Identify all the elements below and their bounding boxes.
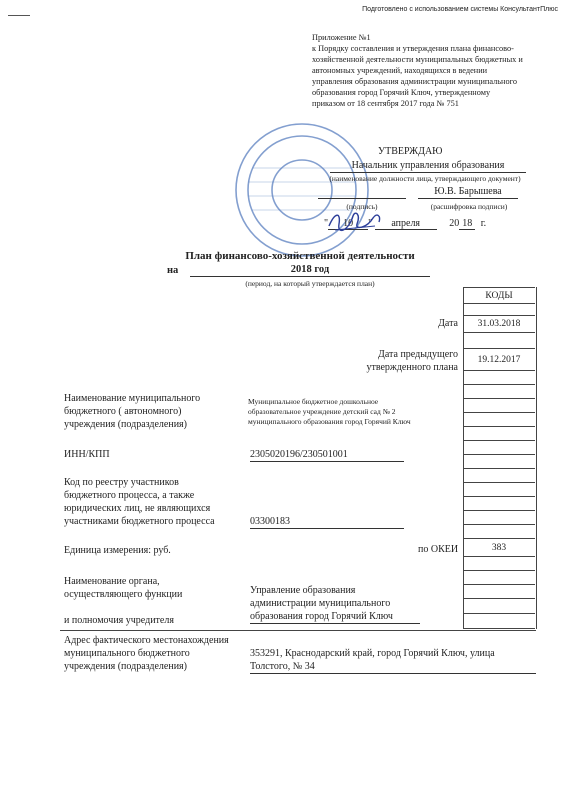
value-line: администрации муниципального bbox=[250, 598, 391, 609]
value-line: 353291, Краснодарский край, город Горячий Ключ, улица bbox=[250, 648, 495, 659]
appendix-line: к Порядку составления и утверждения плана финансово- bbox=[312, 44, 514, 53]
address-label bbox=[64, 634, 254, 673]
quote-close: " bbox=[368, 218, 373, 229]
registry-value: 03300183 bbox=[250, 515, 404, 529]
appendix-line: автономных учреждений, находящихся в ведении bbox=[312, 66, 488, 75]
unit-label: Единица измерения: руб. bbox=[64, 545, 171, 556]
value-line: Управление образования bbox=[250, 585, 356, 596]
label-line: Наименование муниципального bbox=[64, 393, 201, 404]
code-cell-blank bbox=[463, 556, 535, 570]
label-line: Адрес фактического местонахождения bbox=[64, 635, 229, 646]
inn-label: ИНН/КПП bbox=[64, 449, 110, 460]
address-top-rule bbox=[60, 630, 536, 631]
value-line: Толстого, № 34 bbox=[250, 661, 315, 672]
code-cell-blank bbox=[463, 440, 535, 454]
codes-header: КОДЫ bbox=[463, 287, 535, 303]
appendix-line: приказом от 18 сентября 2017 года № 751 bbox=[312, 99, 459, 108]
institution-name bbox=[248, 397, 448, 427]
label-line: и полномочия учредителя bbox=[64, 615, 174, 626]
code-cell-blank bbox=[463, 496, 535, 510]
appendix-line: образования город Горячий Ключ, утвержденному bbox=[312, 88, 491, 97]
code-cell-blank bbox=[463, 524, 535, 538]
approval-year-suffix: 18 bbox=[459, 218, 475, 230]
name-hint: (расшифровка подписи) bbox=[430, 202, 508, 211]
label-line bbox=[64, 601, 244, 614]
signer-name: Ю.В. Барышева bbox=[418, 186, 518, 199]
consultant-plus-note: Подготовлено с использованием системы КонсультантПлюс bbox=[362, 6, 558, 13]
code-cell-blank bbox=[463, 468, 535, 482]
approval-year-unit: г. bbox=[480, 218, 487, 229]
appendix-line: управления образования администрации муниципального bbox=[312, 77, 517, 86]
address-value bbox=[250, 647, 536, 674]
approval-day: 10 bbox=[328, 218, 368, 230]
value-line: образования город Горячий Ключ bbox=[250, 611, 393, 622]
quote-open: " bbox=[324, 218, 329, 229]
plan-on-label: на bbox=[167, 265, 179, 276]
code-cell-blank bbox=[463, 510, 535, 524]
prev-date-label-line: Дата предыдущего bbox=[378, 349, 458, 360]
registry-label bbox=[64, 476, 249, 528]
period-hint: (период, на который утверждается план) bbox=[245, 279, 375, 288]
prev-date-label-line: утвержденного плана bbox=[366, 362, 458, 373]
code-cell-blank bbox=[463, 570, 535, 584]
code-cell-blank bbox=[463, 370, 535, 384]
code-cell-blank bbox=[463, 482, 535, 496]
label-line: бюджетного процесса, а также bbox=[64, 490, 195, 501]
label-line: осуществляющего функции bbox=[64, 589, 183, 600]
date-code: 31.03.2018 bbox=[463, 315, 535, 332]
label-line: участниками бюджетного процесса bbox=[64, 516, 215, 527]
date-label: Дата bbox=[438, 318, 458, 329]
label-line: учреждения (подразделения) bbox=[64, 419, 187, 430]
value-line: Муниципальное бюджетное дошкольное bbox=[248, 397, 379, 406]
okei-code: 383 bbox=[463, 538, 535, 556]
handwritten-signature bbox=[325, 208, 385, 234]
approve-title: УТВЕРЖДАЮ bbox=[378, 146, 443, 157]
value-line: муниципального образования город Горячий Ключ bbox=[248, 417, 411, 426]
approver-position: Начальник управления образования bbox=[330, 160, 526, 173]
code-cell-blank bbox=[463, 412, 535, 426]
position-hint: (наименование должности лица, утверждающего документ) bbox=[329, 174, 521, 183]
label-line: Наименование органа, bbox=[64, 576, 160, 587]
code-cell-blank bbox=[463, 454, 535, 468]
label-line: учреждения (подразделения) bbox=[64, 661, 187, 672]
code-cell-blank bbox=[463, 598, 535, 613]
label-line: муниципального бюджетного bbox=[64, 648, 190, 659]
approval-month: апреля bbox=[375, 218, 437, 230]
label-line: бюджетного ( автономного) bbox=[64, 406, 182, 417]
prev-date-code: 19.12.2017 bbox=[463, 348, 535, 370]
appendix-line: Приложение №1 bbox=[312, 33, 371, 42]
code-cell-blank bbox=[463, 398, 535, 412]
code-cell-blank bbox=[463, 384, 535, 398]
label-line: Код по реестру участников bbox=[64, 477, 179, 488]
label-line: юридических лиц, не являющихся bbox=[64, 503, 211, 514]
appendix-block bbox=[312, 32, 557, 109]
code-cell-blank bbox=[463, 303, 535, 315]
inn-value: 2305020196/230501001 bbox=[250, 448, 404, 462]
founder-label bbox=[64, 575, 244, 627]
institution-label bbox=[64, 392, 239, 431]
plan-title: План финансово-хозяйственной деятельности bbox=[185, 250, 415, 262]
code-cell-blank bbox=[463, 426, 535, 440]
code-cell-blank bbox=[463, 332, 535, 348]
signature-hint: (подпись) bbox=[346, 202, 378, 211]
code-cell-blank bbox=[463, 584, 535, 598]
code-cell-blank bbox=[463, 613, 535, 629]
signature-line bbox=[318, 186, 406, 199]
founder-name bbox=[250, 584, 420, 624]
appendix-line: хозяйственной деятельности муниципальных бюджетных и bbox=[312, 55, 523, 64]
okei-label: по ОКЕИ bbox=[418, 544, 459, 555]
plan-year: 2018 год bbox=[190, 264, 430, 277]
approval-year-prefix: 20 bbox=[449, 218, 460, 229]
corner-mark bbox=[8, 15, 30, 16]
prev-date-label bbox=[330, 348, 458, 374]
value-line: образовательное учреждение детский сад № 2 bbox=[248, 407, 396, 416]
